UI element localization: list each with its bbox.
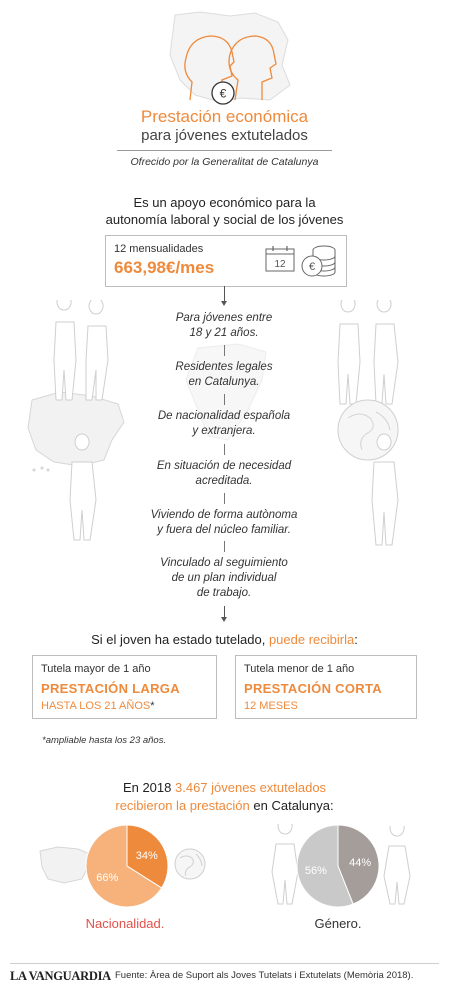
payment-amount: 663,98€/mes [114,258,215,277]
requirement-2 [124,360,324,390]
pie-chart-nacionalidad [84,823,170,909]
requirement-6 [124,556,324,601]
requirement-3-line1: De nacionalidad española [157,410,291,422]
people-iberia-map-icon [20,300,135,545]
stats-highlight-1: 3.467 jóvenes extutelados [175,780,327,795]
tutela-long-mark: * [150,700,155,712]
woman-silhouette-icon [380,826,414,906]
pie-label-genero-2: 56% [304,865,327,878]
requirement-6-line2: de un plan individual [171,572,277,584]
condition-prefix: Si el joven ha estado tutelado, [91,632,266,647]
tutela-short-box [235,655,417,719]
tutela-long-title: PRESTACIÓN LARGA [41,681,180,696]
footnote: *ampliable hasta los 23 años. [42,735,167,746]
chart-caption-nacionalidad: Nacionalidad. [85,916,165,931]
page-title: Prestación económica [140,107,309,126]
tutela-short-title: PRESTACIÓN CORTA [244,681,382,696]
calendar-icon [264,244,298,274]
people-globe-icon [318,300,443,550]
requirement-2-line1: Residentes legales [175,361,273,373]
tutela-short-label: Tutela menor de 1 año [244,663,355,675]
requirement-separator [224,444,225,455]
requirement-3 [124,409,324,439]
pie-chart-genero [295,823,381,909]
intro-line-2: autonomía laboral y social de los jóvenes [105,212,344,227]
stats-prefix: En 2018 [122,780,172,795]
tutela-long-label: Tutela mayor de 1 año [41,663,151,675]
spain-map-icon [28,392,124,466]
tutela-long-detail [41,700,155,712]
intro-line-1: Es un apoyo económico para la [133,195,316,210]
payment-label: 12 mensualidades [114,243,204,255]
requirement-separator [224,394,225,405]
globe-icon [172,846,208,882]
requirement-4-line2: acreditada. [195,475,253,487]
connector-arrow [221,617,227,622]
requirement-1-line2: 18 y 21 años. [189,327,259,339]
requirement-4 [124,459,324,489]
stats-line-2 [0,797,449,815]
requirement-2-line2: en Catalunya. [188,376,260,388]
la-vanguardia-logo: LA VANGUARDIA [10,969,111,983]
pie-label-nacionalidad-1: 34% [135,850,158,863]
stats-suffix: en Catalunya: [253,798,334,813]
requirement-6-line1: Vinculado al seguimiento [160,557,288,569]
intro-text [0,194,449,228]
requirement-6-line3: de trabajo. [196,587,252,599]
requirement-4-line1: En situación de necesidad [156,460,292,472]
euro-coin-icon [210,80,236,106]
requirement-separator [224,345,225,356]
pie-label-nacionalidad-2: 66% [96,871,119,884]
condition-text [0,632,449,647]
chart-caption-genero: Género. [314,916,362,931]
requirement-separator [224,541,225,552]
tutela-long-box [32,655,217,719]
page-subtitle: para jóvenes extutelados [141,127,308,144]
payment-box [105,235,347,287]
requirement-5-line2: y fuera del núcleo familiar. [157,524,291,536]
requirement-3-line2: y extranjera. [192,425,256,437]
requirement-1-line1: Para jóvenes entre [175,312,273,324]
tutela-long-detail-text: HASTA LOS 21 AÑOS [41,700,151,712]
connector-line [224,286,225,302]
offered-by: Ofrecido por la Generalitat de Catalunya [130,156,319,168]
condition-suffix: : [354,632,358,647]
title-divider [117,150,332,151]
footer-divider [10,963,439,964]
euro-symbol: € [219,86,227,101]
stats-text [0,779,449,815]
condition-highlight: puede recibirla [268,632,355,647]
stats-line-1 [0,779,449,797]
source-text: Fuente: Àrea de Suport als Joves Tutelats i Extutelats (Memòria 2018). [115,970,414,981]
requirement-5-line1: Viviendo de forma autònoma [150,509,298,521]
tutela-short-detail: 12 MESES [244,700,298,712]
calendar-number: 12 [274,259,286,270]
pie-label-genero-1: 44% [349,856,372,869]
requirement-1 [124,311,324,341]
coins-stack-icon [298,242,338,280]
requirement-separator [224,493,225,504]
connector-arrow [221,301,227,306]
stats-highlight-2: recibieron la prestación [115,798,250,813]
requirement-5 [124,508,324,538]
svg-text:€: € [308,261,316,273]
